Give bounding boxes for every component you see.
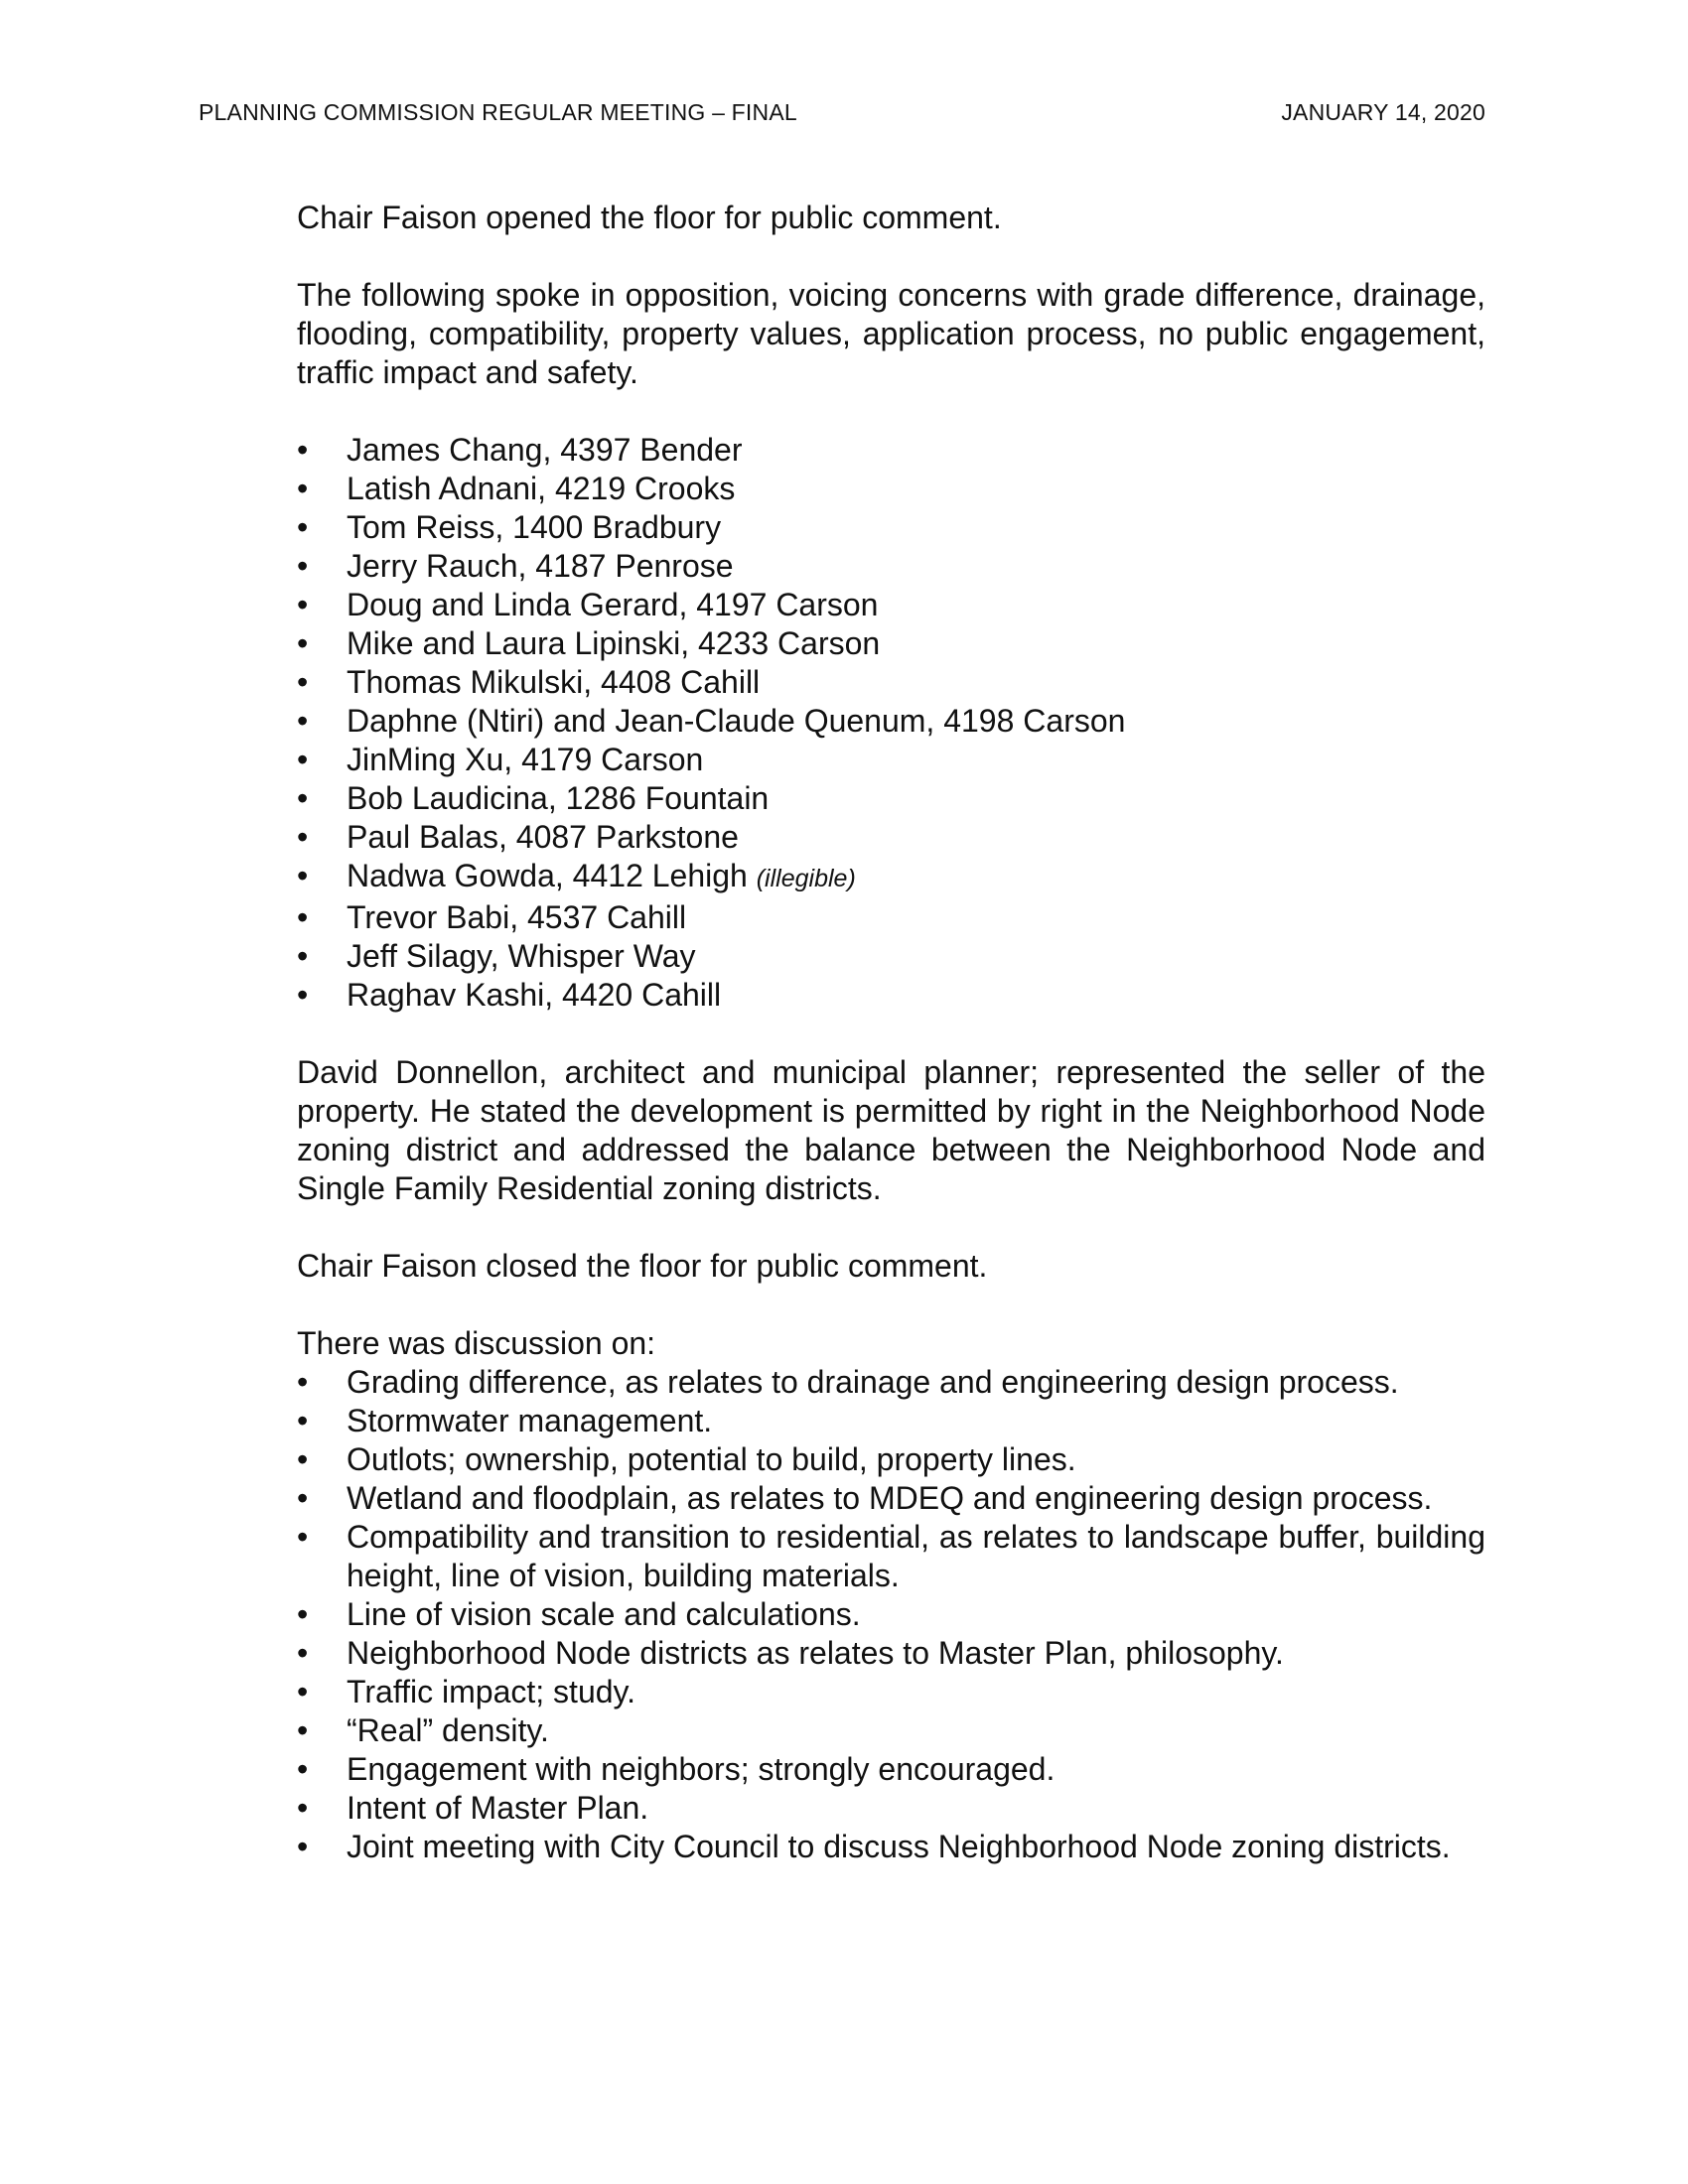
speaker-item	[297, 976, 1485, 1015]
speaker-item	[297, 741, 1485, 779]
discussion-list	[297, 1363, 1485, 1866]
speaker-item	[297, 470, 1485, 508]
speaker-item	[297, 547, 1485, 586]
discussion-text: Wetland and floodplain, as relates to MDEQ and engineering design process.	[347, 1480, 1433, 1516]
speaker-text: Bob Laudicina, 1286 Fountain	[347, 780, 770, 816]
discussion-text: Traffic impact; study.	[347, 1674, 636, 1709]
speaker-item	[297, 779, 1485, 818]
speaker-text: Doug and Linda Gerard, 4197 Carson	[347, 587, 879, 622]
speaker-text: Thomas Mikulski, 4408 Cahill	[347, 664, 761, 700]
paragraph-opposition: The following spoke in opposition, voicing concerns with grade difference, drainage, flooding, compatibility, property values, application process, no public engagement, traffic impact and safety.	[297, 277, 1485, 390]
discussion-text: “Real” density.	[347, 1712, 549, 1748]
speaker-list	[297, 431, 1485, 1015]
discussion-item	[297, 1518, 1485, 1595]
speaker-text: Tom Reiss, 1400 Bradbury	[347, 509, 722, 545]
discussion-text: Grading difference, as relates to drainage and engineering design process.	[347, 1364, 1399, 1400]
speaker-item	[297, 624, 1485, 663]
discussion-text: Neighborhood Node districts as relates to Master Plan, philosophy.	[347, 1635, 1284, 1671]
discussion-item	[297, 1789, 1485, 1828]
speaker-item	[297, 937, 1485, 976]
discussion-text: Joint meeting with City Council to discuss Neighborhood Node zoning districts.	[347, 1829, 1451, 1864]
speaker-text: Latish Adnani, 4219 Crooks	[347, 471, 736, 506]
paragraph-floor-closed: Chair Faison closed the floor for public comment.	[297, 1248, 988, 1284]
speaker-item	[297, 431, 1485, 470]
discussion-item	[297, 1750, 1485, 1789]
speaker-text: Daphne (Ntiri) and Jean-Claude Quenum, 4198 Carson	[347, 703, 1126, 739]
discussion-text: Line of vision scale and calculations.	[347, 1596, 861, 1632]
paragraph-floor-opened: Chair Faison opened the floor for public comment.	[297, 200, 1002, 235]
speaker-text: James Chang, 4397 Bender	[347, 432, 743, 468]
discussion-item	[297, 1828, 1485, 1866]
speaker-item	[297, 818, 1485, 857]
speaker-text: JinMing Xu, 4179 Carson	[347, 742, 704, 777]
speaker-item	[297, 898, 1485, 937]
discussion-item	[297, 1595, 1485, 1634]
paragraph-donnellon: David Donnellon, architect and municipal planner; represented the seller of the property. He stated the development is permitted by right in the Neighborhood Node zoning district and addressed the balance between the Neighborhood Node and Single Family Residential zoning districts.	[297, 1054, 1485, 1206]
speaker-item	[297, 663, 1485, 702]
discussion-item	[297, 1711, 1485, 1750]
header-title: PLANNING COMMISSION REGULAR MEETING – FINAL	[199, 99, 797, 125]
discussion-item	[297, 1440, 1485, 1479]
discussion-text: Stormwater management.	[347, 1403, 713, 1438]
speaker-text: Jeff Silagy, Whisper Way	[347, 938, 696, 974]
speaker-text: Jerry Rauch, 4187 Penrose	[347, 548, 734, 584]
speaker-item	[297, 857, 1485, 898]
paragraph-discussion-intro: There was discussion on:	[297, 1325, 656, 1361]
discussion-item	[297, 1634, 1485, 1673]
page-header	[199, 99, 1485, 126]
speaker-text: Raghav Kashi, 4420 Cahill	[347, 977, 722, 1013]
discussion-item	[297, 1479, 1485, 1518]
speaker-illegible-note: (illegible)	[756, 865, 856, 892]
speaker-text: Trevor Babi, 4537 Cahill	[347, 899, 687, 935]
header-date: JANUARY 14, 2020	[1281, 99, 1485, 125]
discussion-item	[297, 1402, 1485, 1440]
speaker-item	[297, 586, 1485, 624]
discussion-text: Intent of Master Plan.	[347, 1790, 649, 1826]
speaker-item	[297, 508, 1485, 547]
discussion-text: Engagement with neighbors; strongly encouraged.	[347, 1751, 1055, 1787]
discussion-item	[297, 1673, 1485, 1711]
speaker-item	[297, 702, 1485, 741]
document-body	[297, 199, 1485, 1866]
discussion-text: Outlots; ownership, potential to build, property lines.	[347, 1441, 1076, 1477]
discussion-text: Compatibility and transition to residential, as relates to landscape buffer, building height, line of vision, building materials.	[347, 1519, 1485, 1593]
speaker-text: Paul Balas, 4087 Parkstone	[347, 819, 739, 855]
speaker-text: Mike and Laura Lipinski, 4233 Carson	[347, 625, 881, 661]
speaker-text: Nadwa Gowda, 4412 Lehigh	[347, 858, 748, 893]
discussion-item	[297, 1363, 1485, 1402]
